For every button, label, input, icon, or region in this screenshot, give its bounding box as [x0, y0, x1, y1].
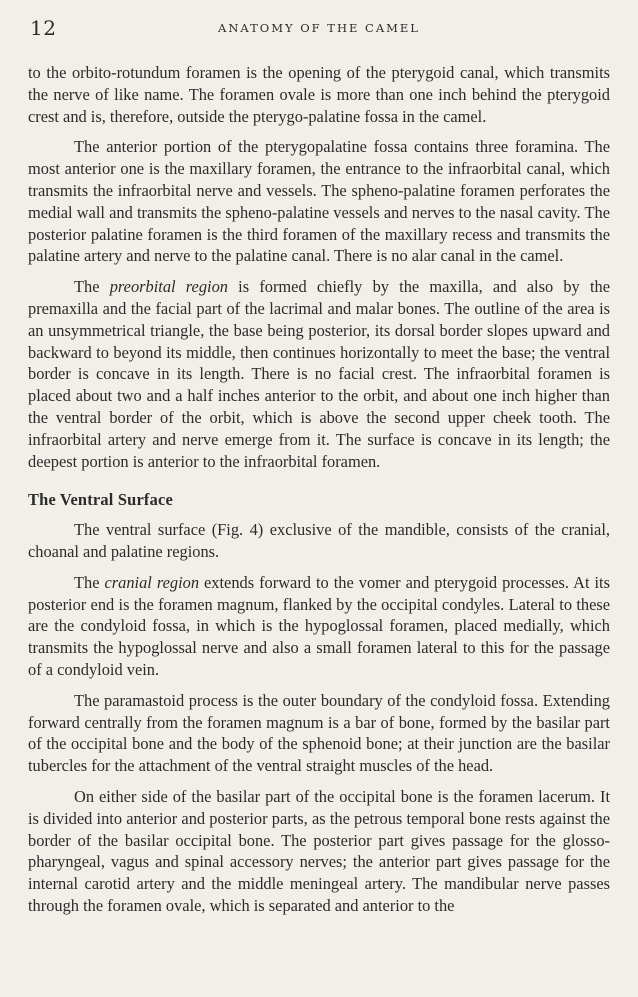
body-text	[28, 62, 610, 917]
running-title: ANATOMY OF THE CAMEL	[218, 21, 420, 35]
paragraph-cranial-region	[28, 572, 610, 681]
italic-term: preorbital region	[109, 277, 228, 297]
running-head	[28, 16, 610, 42]
paragraph-continuation: to the orbito-rotundum foramen is the opening of the pterygoid canal, which transmits the nerve of like name. The foramen ovale is more than one inch behind the pterygoid crest and is, therefore, outside the pterygo-palatine fossa in the camel.	[28, 63, 610, 126]
paragraph-paramastoid-process: The paramastoid process is the outer boundary of the condyloid fossa. Extending forward centrally from the foramen magnum is a bar of bone, formed by the basilar part of the occipital bone and the body of the sphenoid bone; at their junction are the basilar tubercles for the attachment of the ventral straight muscles of the head.	[28, 690, 610, 776]
paragraph-text-rest: extends forward to the vomer and pterygoid processes. At its posterior end is the foramen magnum, flanked by the occipital condyles. Lateral to these are the condyloid fossa, in which is the hypoglossal foramen, placed medially, which transmits the hypoglossal nerve and also a small foramen lateral to this for the passage of a condyloid vein.	[28, 572, 610, 679]
paragraph-preorbital-region	[28, 276, 610, 472]
italic-term: cranial region	[104, 572, 200, 592]
page-number: 12	[30, 16, 57, 40]
section-heading: The Ventral Surface	[28, 490, 173, 510]
paragraph-pterygopalatine-fossa: The anterior portion of the pterygopalatine fossa contains three foramina. The most anterior one is the maxillary foramen, the entrance to the infraorbital canal, which transmits the infraorbital nerve and vessels. The spheno-palatine foramen perforates the medial wall and transmits the spheno-palatine vessels and nerves to the nasal cavity. The posterior palatine foramen is the third foramen of the maxillary recess and transmits the palatine artery and nerve to the palatine canal. There is no alar canal in the camel.	[28, 137, 610, 266]
paragraph-text-lead: The	[74, 277, 110, 297]
paragraph-ventral-surface: The ventral surface (Fig. 4) exclusive of the mandible, consists of the cranial, choanal and palatine regions.	[28, 520, 610, 561]
paragraph-foramen-lacerum: On either side of the basilar part of the occipital bone is the foramen lacerum. It is divided into anterior and posterior parts, as the petrous temporal bone rests against the border of the basilar occipital bone. The posterior part gives passage for the glosso-pharyngeal, vagus and spinal accessory nerves; the anterior part gives passage for the internal carotid artery and the middle meningeal artery. The mandibular nerve passes through the foramen ovale, which is separated and anterior to the	[28, 786, 610, 915]
paragraph-text-rest: is formed chiefly by the maxilla, and also by the premaxilla and the facial part of the lacrimal and malar bones. The outline of the area is an unsymmetrical triangle, the base being posterior, its dorsal border slopes upward and backward to beyond its middle, then continues horizontally to meet the base; the ventral border is concave in its length. There is no facial crest. The infraorbital foramen is placed about two and a half inches anterior to the orbit, and about one inch higher than the ventral border of the orbit, which is above the second upper cheek tooth. The infraorbital artery and nerve emerge from it. The surface is concave in its length; the deepest portion is anterior to the infraorbital foramen.	[28, 277, 610, 471]
paragraph-text-lead: The	[74, 572, 105, 592]
